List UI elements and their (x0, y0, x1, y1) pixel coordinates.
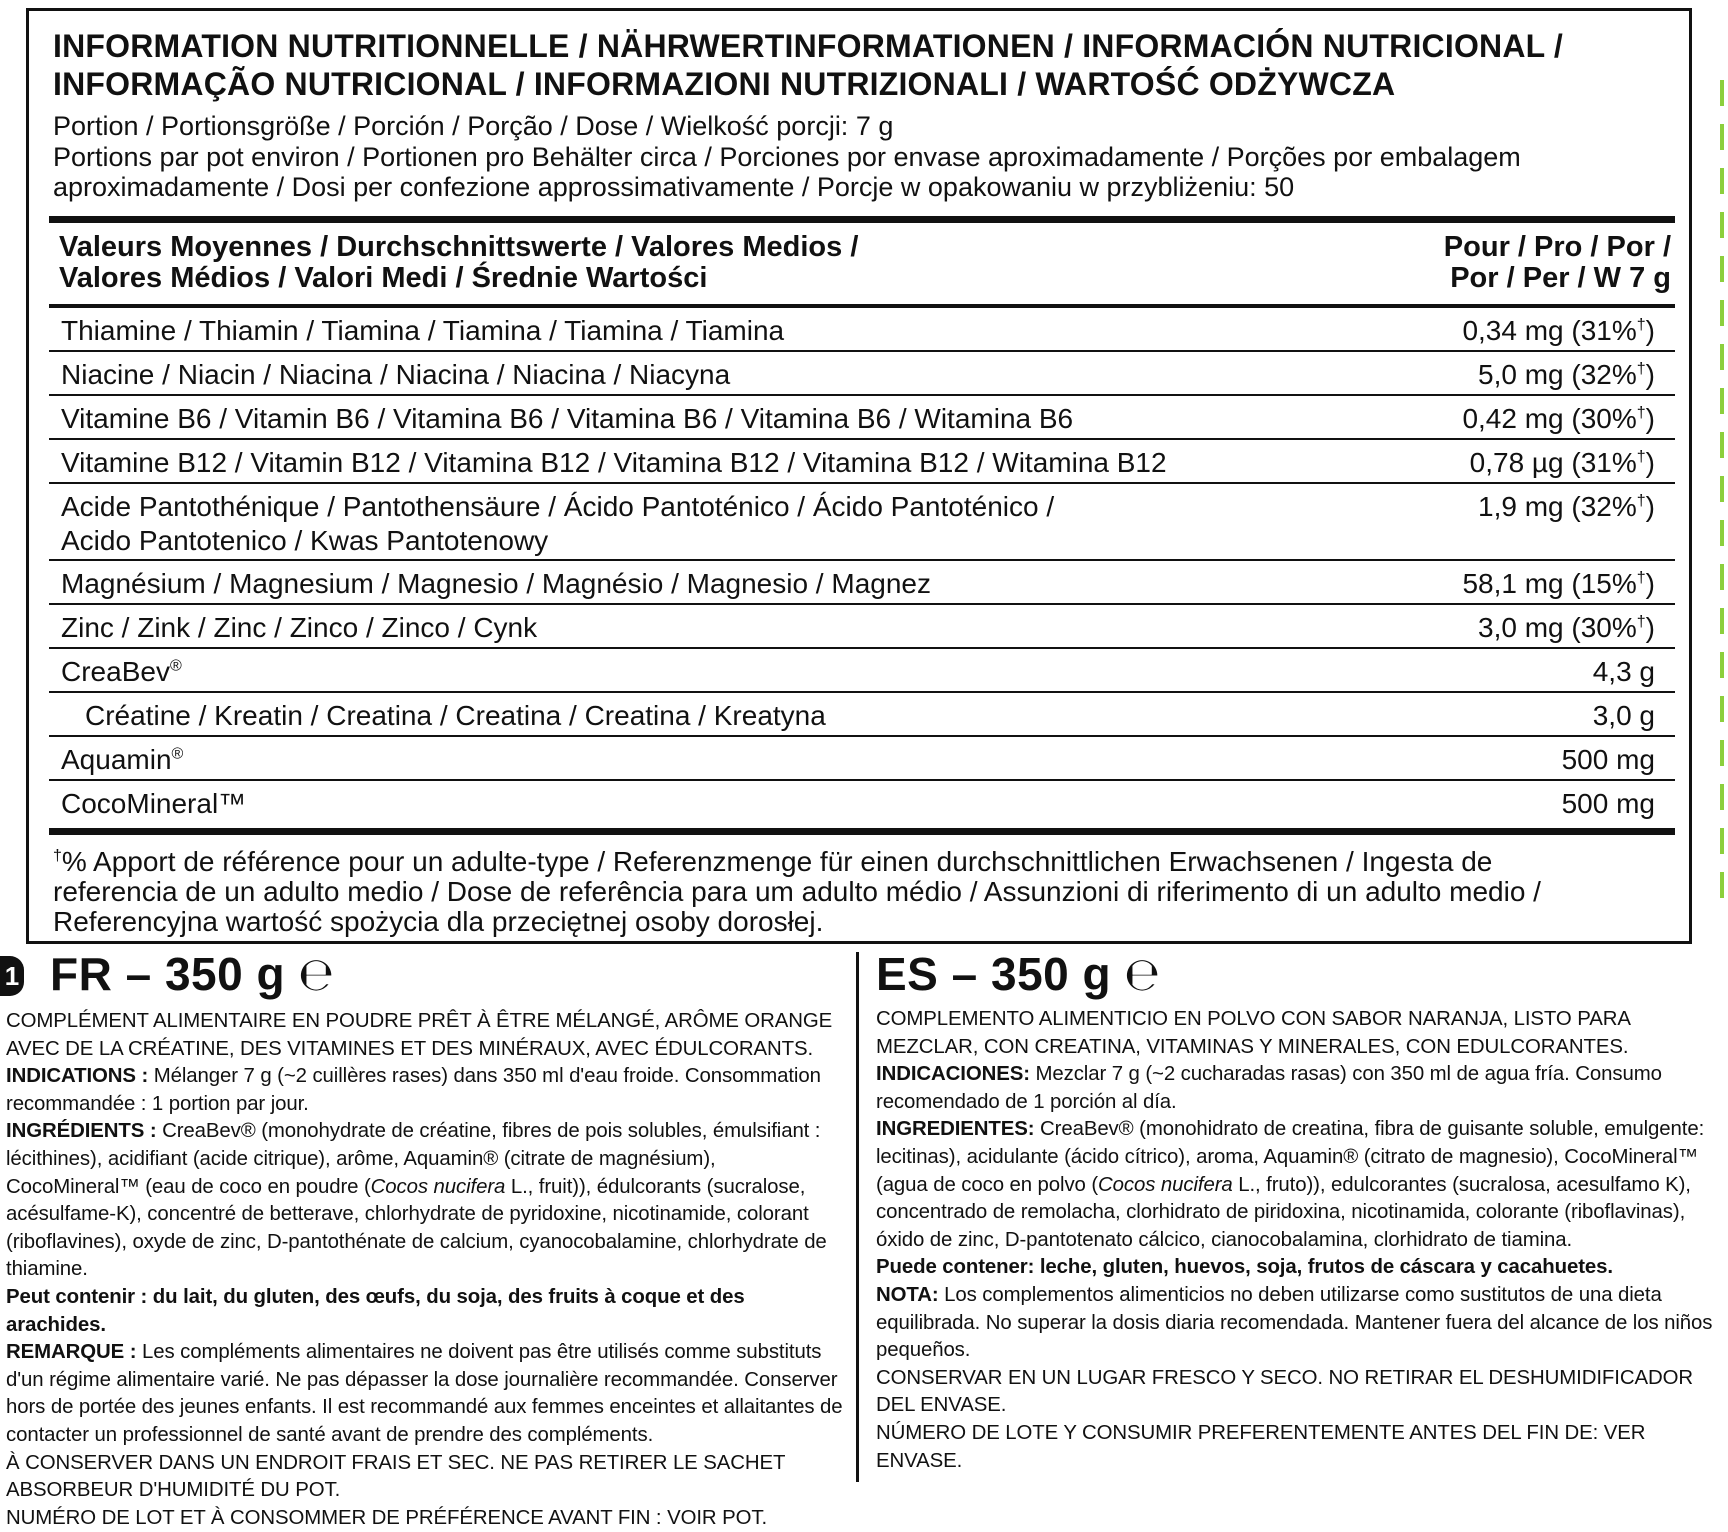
nutrient-name: Thiamine / Thiamin / Tiamina / Tiamina / Tiamina / Tiamina (61, 315, 785, 346)
es-ingredients: INGREDIENTES: CreaBev® (monohidrato de creatina, fibra de guisante soluble, emulgente: lecitinas), acidulante (ácido cítrico), aroma, Aquamin® (citrato de magnesio), CocoMineral™ (agua de coco en polvo (Cocos nucifera L., fruto)), edulcorantes (sucralosa, acesulfamo K), concentrado de remolacha, clorhidrato de piridoxina, nicotinamida, colorante (riboflavinas), óxido de zinc, D-pantotenato cálcico, cianocobalamina, clorhidrato de tiamina. (876, 1118, 1705, 1251)
footnote-line1: †% Apport de référence pour un adulte-type / Referenzmenge für einen durchschnittlichen Erwachsenen / Ingesta de (53, 846, 1493, 877)
nutrient-value: 0,78 µg (31%†) (1469, 447, 1655, 478)
table-row (49, 308, 1675, 352)
table-row (49, 781, 1675, 825)
table-row (49, 561, 1675, 605)
fr-ingredients: INGRÉDIENTS : CreaBev® (monohydrate de créatine, fibres de pois solubles, émulsifiant : lécithines), acidifiant (acide citrique), arôme, Aquamin® (citrate de magnésium), CocoMineral™ (eau de coco en poudre (Cocos nucifera L., fruit)), édulcorants (sucralose, acésulfame-K), concentré de betterave, chlorhydrate de pyridoxine, nicotinamide, colorant (riboflavines), oxyde de zinc, D-pantothénate de calcium, cyanocobalamine, chlorhydrate de thiamine. (6, 1120, 827, 1281)
table-row (49, 649, 1675, 693)
es-indications: INDICACIONES: Mezclar 7 g (~2 cucharadas rasas) con 350 ml de agua fría. Consumo recomendado de 1 porción al día. (876, 1063, 1662, 1113)
table-row (49, 737, 1675, 781)
table-header-left (59, 232, 858, 294)
fr-heading: FR – 350 g ℮ (50, 947, 335, 1001)
fr-allergens: Peut contenir : du lait, du gluten, des œufs, du soja, des fruits à coque et des arachides. (6, 1285, 745, 1336)
fr-remark: REMARQUE : Les compléments alimentaires ne doivent pas être utilisés comme substituts d'un régime alimentaire varié. Ne pas dépasser la dose journalière recommandée. Conserver hors de portée des jeunes enfants. Il est recommandé aux femmes enceintes et allaitantes de contacter un professionnel de santé avant de prendre des compléments. (6, 1341, 843, 1446)
panel-title-line2: INFORMAÇÃO NUTRICIONAL / INFORMAZIONI NUTRIZIONALI / WARTOŚĆ ODŻYWCZA (53, 66, 1396, 102)
panel-title-line1: INFORMATION NUTRITIONNELLE / NÄHRWERTINFORMATIONEN / INFORMACIÓN NUTRICIONAL / (53, 28, 1564, 64)
header-right-line2: Por / Per / W 7 g (1450, 262, 1671, 294)
fr-lot: NUMÉRO DE LOT ET À CONSOMMER DE PRÉFÉRENCE AVANT FIN : VOIR POT. (6, 1506, 768, 1529)
es-note: NOTA: Los complementos alimenticios no deben utilizarse como sustitutos de una dieta equilibrada. No superar la dosis diaria recomendada. Mantener fuera del alcance de los niños pequeños. (876, 1283, 1713, 1362)
nutrient-name: Magnésium / Magnesium / Magnesio / Magnésio / Magnesio / Magnez (61, 568, 931, 599)
fr-product-line2: AVEC DE LA CRÉATINE, DES VITAMINES ET DES MINÉRAUX, AVEC ÉDULCORANTS. (6, 1037, 814, 1060)
es-product-line: COMPLEMENTO ALIMENTICIO EN POLVO CON SABOR NARANJA, LISTO PARA MEZCLAR, CON CREATINA, VITAMINAS Y MINERALES, CON EDULCORANTES. (876, 1008, 1630, 1058)
fr-column (6, 1008, 846, 1532)
es-lot: NÚMERO DE LOTE Y CONSUMIR PREFERENTEMENTE ANTES DEL FIN DE: VER ENVASE. (876, 1421, 1646, 1472)
table-row (49, 484, 1675, 561)
nutrient-value: 3,0 g (1592, 700, 1655, 731)
nutrient-name: Zinc / Zink / Zinc / Zinco / Zinco / Cynk (61, 612, 538, 643)
es-allergens: Puede contener: leche, gluten, huevos, soja, frutos de cáscara y cacahuetes. (876, 1256, 1613, 1279)
es-storage: CONSERVAR EN UN LUGAR FRESCO Y SECO. NO RETIRAR EL DESHUMIDIFICADOR DEL ENVASE. (876, 1366, 1693, 1417)
table-row (49, 605, 1675, 649)
fr-product-line1: COMPLÉMENT ALIMENTAIRE EN POUDRE PRÊT À ÊTRE MÉLANGÉ, ARÔME ORANGE (6, 1010, 833, 1032)
table-row (49, 693, 1675, 737)
nutrient-value: 3,0 mg (30%†) (1478, 612, 1655, 643)
thick-divider (49, 216, 1675, 223)
nutrient-name: Niacine / Niacin / Niacina / Niacina / Niacina / Niacyna (61, 359, 731, 390)
nutrient-value: 0,42 mg (30%†) (1462, 403, 1655, 434)
nutrient-value: 4,3 g (1592, 656, 1655, 687)
portion-size: Portion / Portionsgröße / Porción / Porção / Dose / Wielkość porcji: 7 g (53, 111, 894, 141)
footnote-line2: referencia de un adulto medio / Dose de referência para um adulto médio / Assunzioni di riferimento di un adulto medio / (53, 876, 1541, 907)
header-left-line2: Valores Médios / Valori Medi / Średnie Wartości (59, 262, 708, 294)
nutrient-name: Acide Pantothénique / Pantothensäure / Ácido Pantoténico / Ácido Pantoténico / Acido Pantotenico / Kwas Pantotenowy (61, 491, 1055, 556)
section-number-badge: 1 (0, 956, 24, 996)
nutrient-name: Aquamin® (61, 744, 184, 775)
fr-text (6, 1008, 846, 1532)
footnote-line3: Referencyjna wartość spożycia dla przeciętnej osoby dorosłej. (53, 906, 824, 937)
header-right-line1: Pour / Pro / Por / (1443, 231, 1671, 263)
fr-storage: À CONSERVER DANS UN ENDROIT FRAIS ET SEC. NE PAS RETIRER LE SACHET ABSORBEUR D'HUMIDITÉ DU POT. (6, 1451, 785, 1502)
fr-heading-block (50, 948, 850, 1000)
servings-line2: aproximadamente / Dosi per confezione approssimativamente / Porcje w opakowaniu w przybliżeniu: 50 (53, 172, 1295, 202)
nutrient-value: 500 mg (1561, 788, 1655, 819)
es-text (876, 1006, 1718, 1475)
nutrient-value: 5,0 mg (32%†) (1478, 359, 1655, 390)
nutrient-value: 58,1 mg (15%†) (1462, 568, 1655, 599)
es-heading: ES – 350 g ℮ (876, 947, 1161, 1001)
table-header-right (1444, 232, 1671, 294)
nutrient-name: Vitamine B6 / Vitamin B6 / Vitamina B6 / Vitamina B6 / Vitamina B6 / Witamina B6 (61, 403, 1074, 434)
nutrient-name: Vitamine B12 / Vitamin B12 / Vitamina B12 / Vitamina B12 / Vitamina B12 / Witamina B12 (61, 447, 1167, 478)
nutrition-panel (26, 8, 1692, 944)
e-mark-icon: ℮ (1124, 947, 1161, 1001)
es-heading-block (876, 948, 1716, 1000)
header-left-line1: Valeurs Moyennes / Durchschnittswerte / Valores Medios / (59, 231, 859, 263)
footnote (53, 847, 1673, 937)
table-row (49, 396, 1675, 440)
nutrient-value: 1,9 mg (32%†) (1478, 491, 1655, 522)
bottom-thick-divider (49, 828, 1675, 835)
fr-indications: INDICATIONS : Mélanger 7 g (~2 cuillères rases) dans 350 ml d'eau froide. Consommation recommandée : 1 portion par jour. (6, 1065, 821, 1115)
nutrient-name: CreaBev® (61, 656, 182, 687)
table-row (49, 440, 1675, 484)
e-mark-icon: ℮ (298, 947, 335, 1001)
nutrient-value: 500 mg (1561, 744, 1655, 775)
table-row (49, 352, 1675, 396)
column-divider (856, 952, 859, 1482)
nutrient-name: CocoMineral™ (61, 788, 247, 819)
nutrient-value: 0,34 mg (31%†) (1462, 315, 1655, 346)
servings-line1: Portions par pot environ / Portionen pro Behälter circa / Porciones por envase aproximadamente / Porções por embalagem (53, 142, 1521, 172)
nutrient-name: Créatine / Kreatin / Creatina / Creatina / Creatina / Kreatyna (85, 700, 826, 731)
es-column (876, 1006, 1718, 1475)
